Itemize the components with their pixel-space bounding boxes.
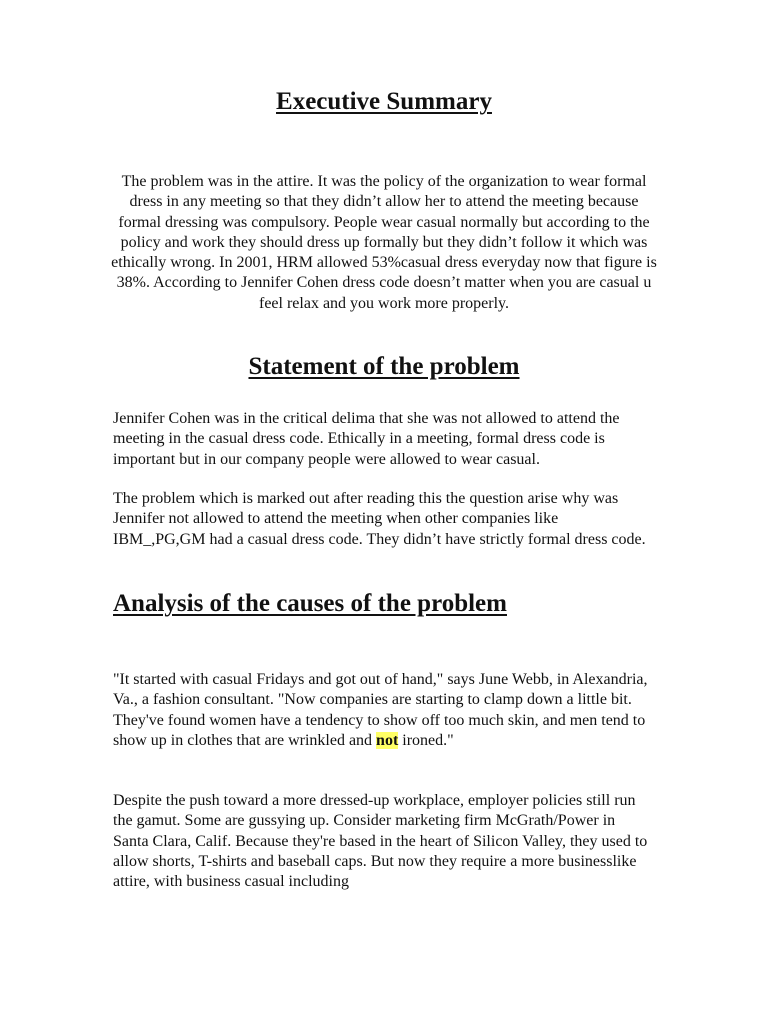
statement-paragraph-2: The problem which is marked out after reading this the question arise why was Jennifer not allowed to attend the meeting when other companies like IBM_,PG,GM had a casual dress code. They didn’t have strictly formal dress code. bbox=[113, 490, 646, 548]
analysis-paragraph-1 bbox=[113, 670, 653, 751]
summary-paragraph: The problem was in the attire. It was the policy of the organization to wear formal dress in any meeting so that they didn’t allow her to attend the meeting because formal dressing was compulsory. People wear casual normally but according to the policy and work they should dress up formally but they didn’t follow it which was ethically wrong. In 2001, HRM allowed 53%casual dress everyday now that figure is 38%. According to Jennifer Cohen dress code doesn’t matter when you are casual u feel relax and you work more properly. bbox=[111, 173, 657, 312]
heading-executive-summary: Executive Summary bbox=[276, 88, 492, 115]
highlighted-word: not bbox=[376, 731, 399, 749]
analysis-paragraph-2: Despite the push toward a more dressed-up workplace, employer policies still run the gamut. Some are gussying up. Consider marketing firm McGrath/Power in Santa Clara, Calif. Because they're based in the heart of Silicon Valley, they used to allow shorts, T-shirts and baseball caps. But now they require a more businesslike attire, with business casual including bbox=[113, 792, 648, 891]
statement-paragraph-1: Jennifer Cohen was in the critical delima that she was not allowed to attend the meeting in the casual dress code. Ethically in a meeting, formal dress code is important but in our company people were allowed to wear casual. bbox=[113, 410, 620, 468]
heading-analysis-of-causes: Analysis of the causes of the problem bbox=[113, 590, 507, 617]
analysis-text-before: "It started with casual Fridays and got out of hand," says June Webb, in Alexandria, Va., a fashion consultant. "Now companies are starting to clamp down a little bit. They've found women have a tendency to show off too much skin, and men tend to show up in clothes that are wrinkled and bbox=[113, 671, 648, 749]
analysis-text-after: ironed." bbox=[398, 731, 454, 749]
heading-statement-of-problem: Statement of the problem bbox=[248, 353, 520, 380]
